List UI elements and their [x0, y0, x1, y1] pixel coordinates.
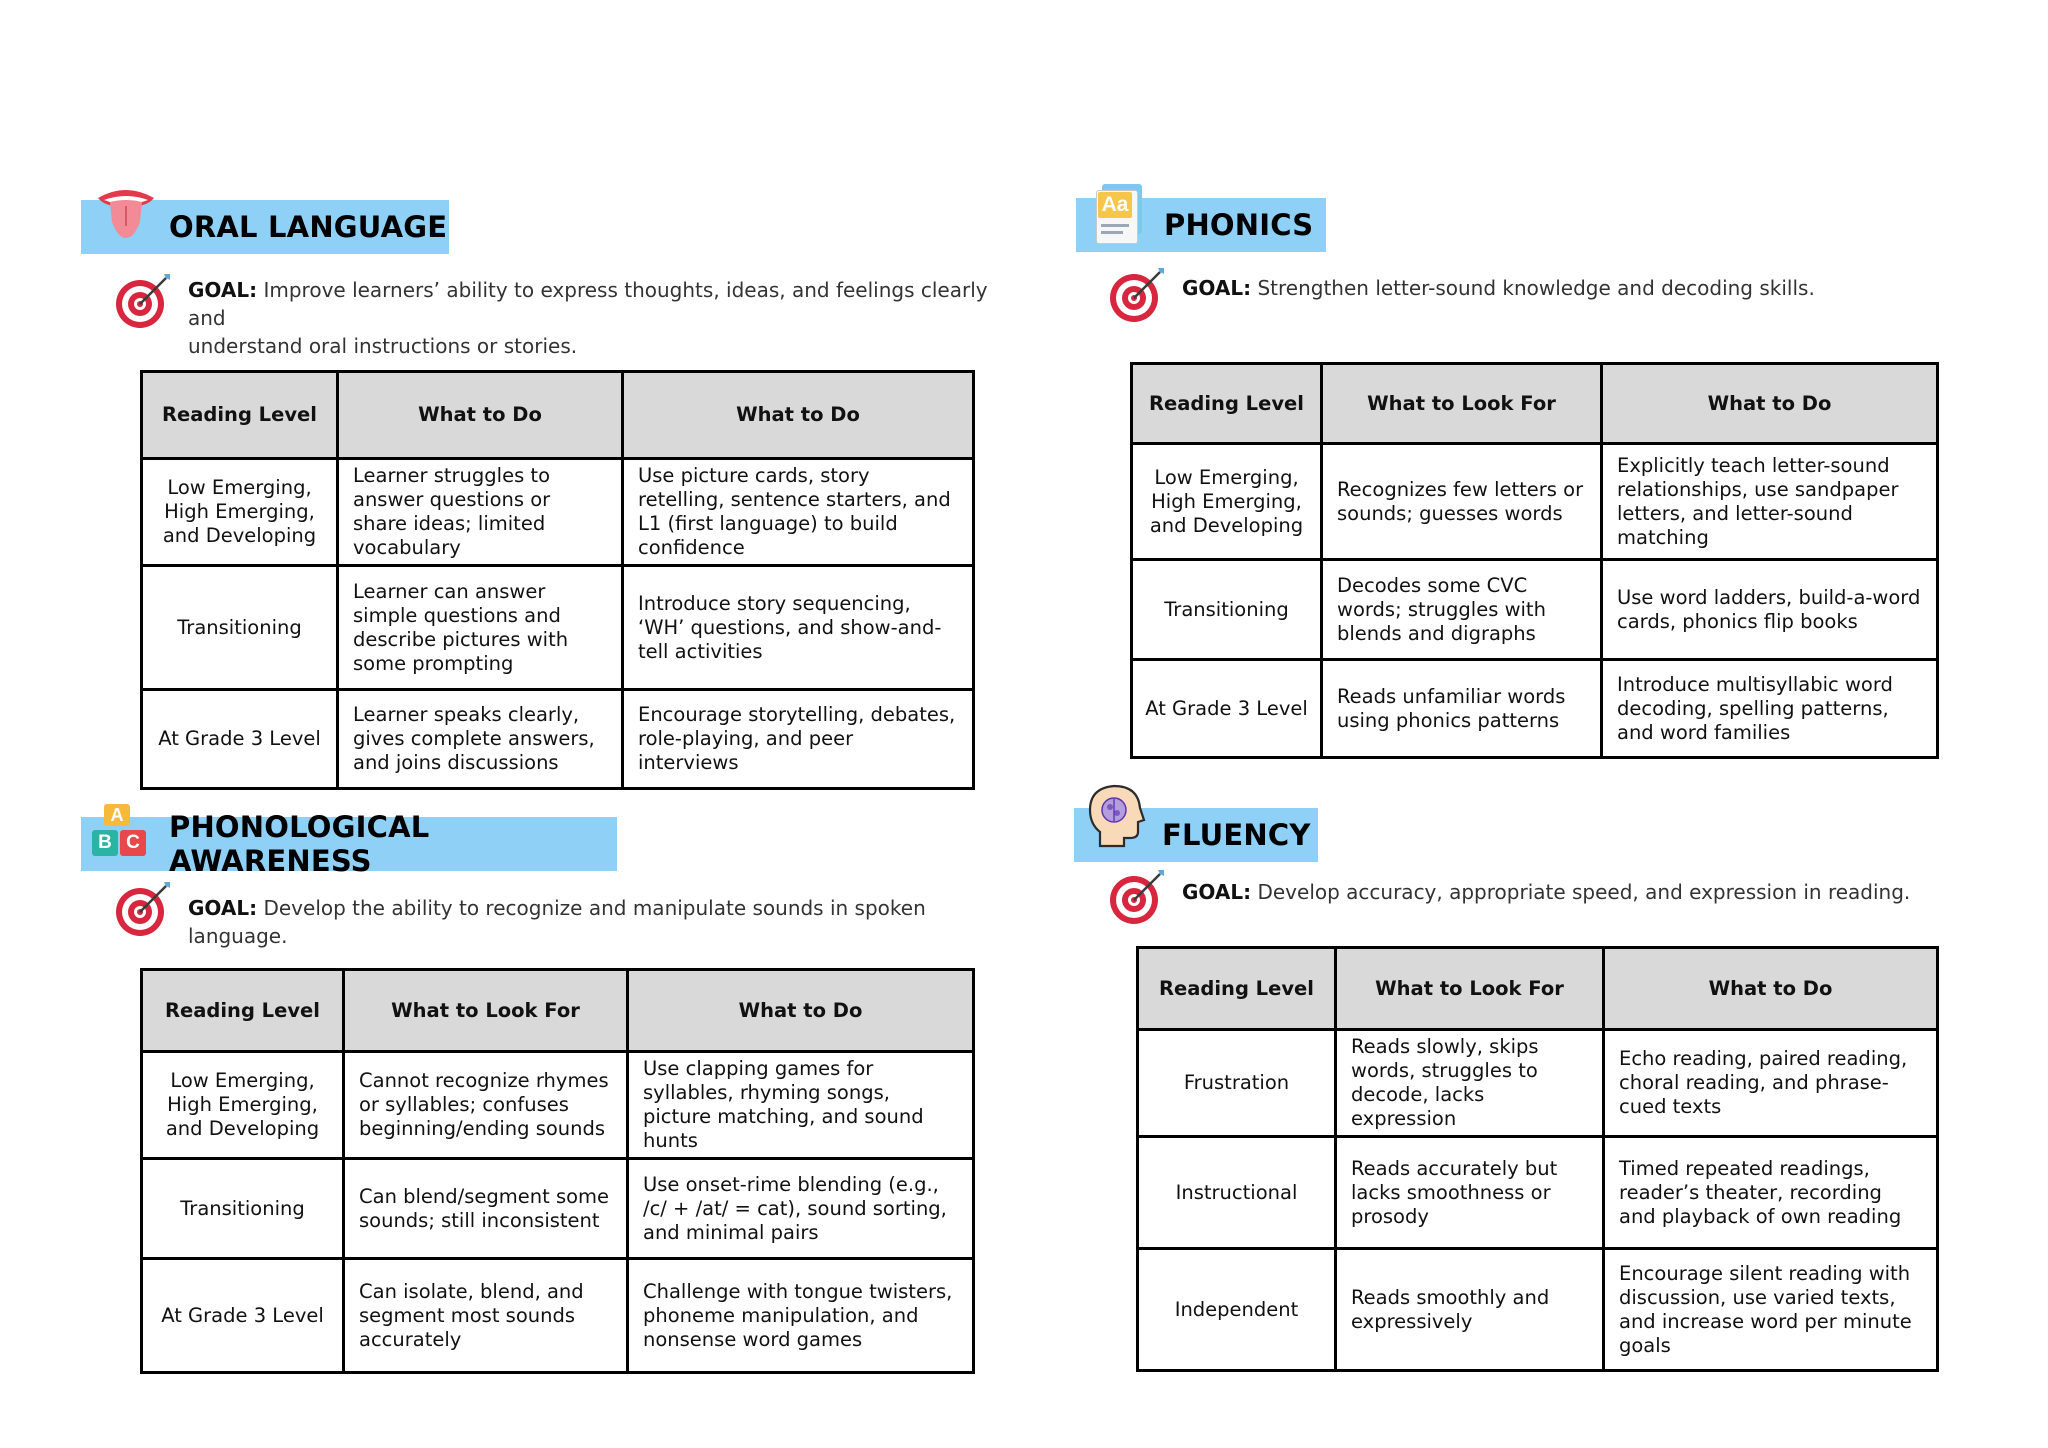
- look-for-cell: Reads unfamiliar words using phonics patterns: [1322, 660, 1602, 758]
- goal-label: GOAL:: [1182, 276, 1252, 300]
- what-to-do-cell: Introduce multisyllabic word decoding, spelling patterns, and word families: [1602, 660, 1938, 758]
- what-to-do-cell: Introduce story sequencing, ‘WH’ questions, and show-and-tell activities: [623, 566, 974, 690]
- look-for-cell: Can isolate, blend, and segment most sounds accurately: [344, 1259, 628, 1373]
- section-title: FLUENCY: [1162, 818, 1311, 852]
- what-to-do-cell: Timed repeated readings, reader’s theater, recording and playback of own reading: [1604, 1137, 1938, 1249]
- block-b: B: [92, 830, 118, 856]
- reading-level-cell: Low Emerging, High Emerging, and Developing: [1132, 444, 1322, 560]
- reading-level-cell: Transitioning: [1132, 560, 1322, 660]
- look-for-cell: Learner can answer simple questions and describe pictures with some prompting: [338, 566, 623, 690]
- table-row: [142, 690, 974, 789]
- section-title: PHONOLOGICAL AWARENESS: [169, 810, 430, 878]
- what-to-do-cell: Challenge with tongue twisters, phoneme manipulation, and nonsense word games: [628, 1259, 974, 1373]
- reading-level-cell: At Grade 3 Level: [1132, 660, 1322, 758]
- goal-text: Develop accuracy, appropriate speed, and expression in reading.: [1257, 880, 1911, 904]
- table-row: [142, 566, 974, 690]
- column-header: What to Look For: [344, 970, 628, 1052]
- look-for-cell: Can blend/segment some sounds; still inconsistent: [344, 1159, 628, 1259]
- table-row: [142, 1259, 974, 1373]
- what-to-do-cell: Encourage storytelling, debates, role-playing, and peer interviews: [623, 690, 974, 789]
- reading-level-cell: Low Emerging, High Emerging, and Developing: [142, 459, 338, 566]
- phonological-awareness-table: [140, 968, 975, 1374]
- what-to-do-cell: Echo reading, paired reading, choral reading, and phrase-cued texts: [1604, 1030, 1938, 1137]
- reading-level-cell: Instructional: [1138, 1137, 1336, 1249]
- what-to-do-cell: Use picture cards, story retelling, sentence starters, and L1 (first language) to build confidence: [623, 459, 974, 566]
- goal-label: GOAL:: [1182, 880, 1252, 904]
- target-icon: [1108, 868, 1166, 926]
- table-row: [1138, 1249, 1938, 1371]
- look-for-cell: Reads smoothly and expressively: [1336, 1249, 1604, 1371]
- reading-level-cell: Transitioning: [142, 1159, 344, 1259]
- goal-text-2: understand oral instructions or stories.: [188, 334, 578, 358]
- what-to-do-cell: Encourage silent reading with discussion, use varied texts, and increase word per minute goals: [1604, 1249, 1938, 1371]
- table-row: [142, 1159, 974, 1259]
- phonological-awareness-title-bar: [81, 810, 617, 878]
- table-row: [1132, 560, 1938, 660]
- what-to-do-cell: Use onset-rime blending (e.g., /c/ + /at/ = cat), sound sorting, and minimal pairs: [628, 1159, 974, 1259]
- table-row: [1138, 1030, 1938, 1137]
- look-for-cell: Reads accurately but lacks smoothness or prosody: [1336, 1137, 1604, 1249]
- target-icon: [114, 880, 172, 938]
- look-for-cell: Decodes some CVC words; struggles with blends and digraphs: [1322, 560, 1602, 660]
- look-for-cell: Learner struggles to answer questions or share ideas; limited vocabulary: [338, 459, 623, 566]
- table-row: [1132, 660, 1938, 758]
- section-title: ORAL LANGUAGE: [169, 210, 448, 244]
- head-brain-icon: [1086, 782, 1146, 850]
- alphabet-card-icon: [1090, 184, 1148, 246]
- column-header: What to Do: [1602, 364, 1938, 444]
- column-header: Reading Level: [142, 970, 344, 1052]
- goal-label: GOAL:: [188, 278, 258, 302]
- what-to-do-cell: Explicitly teach letter-sound relationships, use sandpaper letters, and letter-sound matching: [1602, 444, 1938, 560]
- goal-text: Develop the ability to recognize and manipulate sounds in spoken language.: [188, 896, 926, 948]
- block-a: A: [104, 804, 130, 826]
- look-for-cell: Reads slowly, skips words, struggles to decode, lacks expression: [1336, 1030, 1604, 1137]
- reading-level-cell: At Grade 3 Level: [142, 1259, 344, 1373]
- goal-text: Improve learners’ ability to express thoughts, ideas, and feelings clearly and: [188, 278, 988, 330]
- tongue-icon: [94, 184, 158, 240]
- column-header: What to Look For: [1336, 948, 1604, 1030]
- reading-level-cell: Independent: [1138, 1249, 1336, 1371]
- look-for-cell: Learner speaks clearly, gives complete answers, and joins discussions: [338, 690, 623, 789]
- column-header: What to Do: [1604, 948, 1938, 1030]
- what-to-do-cell: Use word ladders, build-a-word cards, phonics flip books: [1602, 560, 1938, 660]
- fluency-goal: [1108, 868, 1988, 926]
- column-header: What to Look For: [1322, 364, 1602, 444]
- goal-text: Strengthen letter-sound knowledge and decoding skills.: [1257, 276, 1815, 300]
- phonics-table: [1130, 362, 1939, 759]
- section-title: PHONICS: [1164, 208, 1314, 242]
- oral-goal: [114, 272, 994, 360]
- fluency-table: [1136, 946, 1939, 1372]
- goal-label: GOAL:: [188, 896, 258, 920]
- phonological-goal: [114, 880, 1014, 950]
- table-row: [1132, 444, 1938, 560]
- column-header: What to Do: [623, 372, 974, 459]
- reading-level-cell: Low Emerging, High Emerging, and Developing: [142, 1052, 344, 1159]
- look-for-cell: Cannot recognize rhymes or syllables; confuses beginning/ending sounds: [344, 1052, 628, 1159]
- column-header: Reading Level: [1132, 364, 1322, 444]
- phonics-goal: [1108, 266, 1988, 324]
- table-row: [1138, 1137, 1938, 1249]
- column-header: Reading Level: [1138, 948, 1336, 1030]
- block-c: C: [120, 830, 146, 856]
- abc-blocks-icon: [90, 804, 148, 860]
- reading-level-cell: At Grade 3 Level: [142, 690, 338, 789]
- what-to-do-cell: Use clapping games for syllables, rhyming songs, picture matching, and sound hunts: [628, 1052, 974, 1159]
- reading-level-cell: Transitioning: [142, 566, 338, 690]
- column-header: What to Do: [338, 372, 623, 459]
- look-for-cell: Recognizes few letters or sounds; guesses words: [1322, 444, 1602, 560]
- reading-level-cell: Frustration: [1138, 1030, 1336, 1137]
- target-icon: [114, 272, 172, 330]
- column-header: What to Do: [628, 970, 974, 1052]
- oral-language-table: [140, 370, 975, 790]
- table-row: [142, 459, 974, 566]
- table-row: [142, 1052, 974, 1159]
- column-header: Reading Level: [142, 372, 338, 459]
- target-icon: [1108, 266, 1166, 324]
- aa-label: Aa: [1098, 192, 1132, 218]
